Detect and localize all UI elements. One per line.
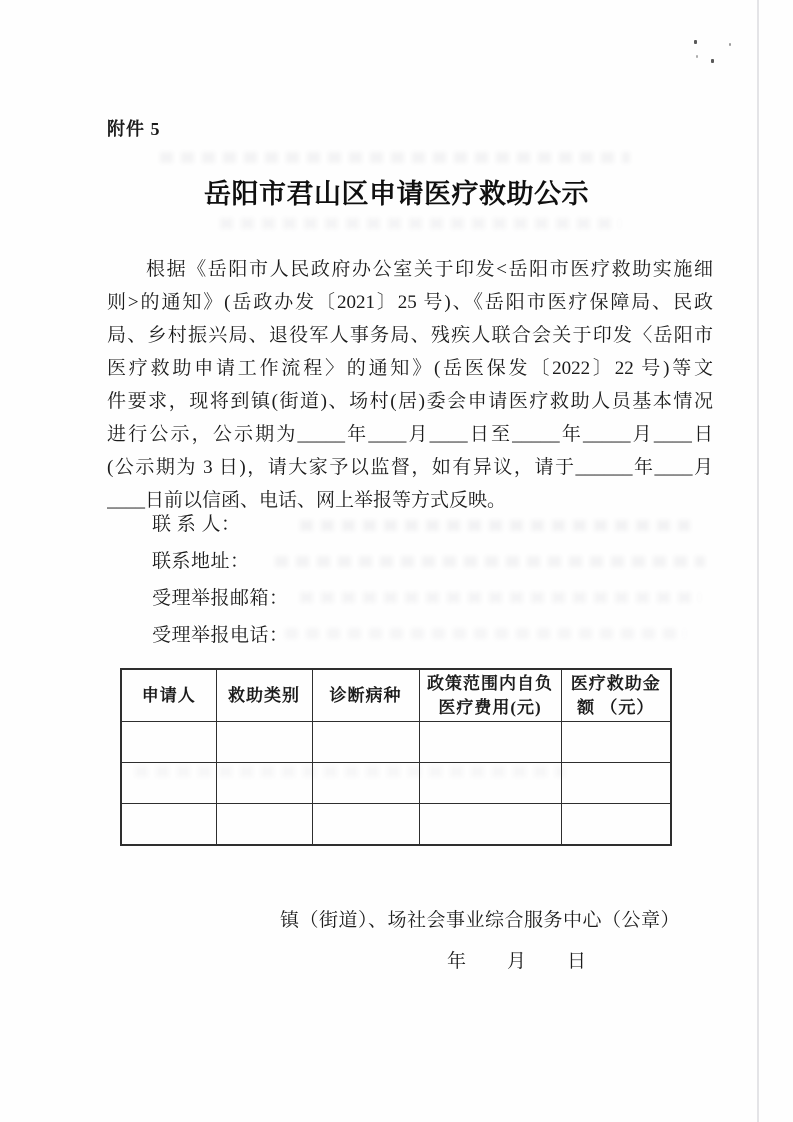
table-cell (419, 763, 561, 804)
contact-block (152, 506, 289, 654)
bleed-through-smudge (285, 628, 685, 639)
page-title: 岳阳市君山区申请医疗救助公示 (204, 179, 589, 209)
header-assistance-amount: 医疗救助金额 （元） (561, 669, 671, 722)
scan-speck (729, 43, 731, 46)
table-cell (216, 804, 312, 846)
report-phone-label: 受理举报电话： (152, 625, 289, 646)
scan-edge-line (757, 0, 759, 1122)
date-line (447, 946, 586, 973)
table-cell (561, 763, 671, 804)
table-cell (121, 804, 216, 846)
table-row (121, 804, 671, 846)
table-cell (312, 763, 419, 804)
bleed-through-smudge (275, 556, 705, 567)
month-label: 月 (507, 951, 527, 972)
bleed-through-smudge (300, 520, 690, 531)
paragraph-line-with-blanks: ____日前以信函、电话、网上举报等方式反映。 (107, 490, 507, 511)
day-label: 日 (567, 951, 587, 972)
table-cell (561, 722, 671, 763)
table-cell (419, 804, 561, 846)
attachment-label: 附件 5 (107, 119, 161, 139)
applicants-table (120, 668, 672, 846)
report-email-label: 受理举报邮箱： (152, 588, 289, 609)
paragraph-line: 根据《岳阳市人民政府办公室关于印发<岳阳市医疗救助实施细 (146, 259, 713, 280)
body-paragraph (107, 253, 713, 517)
table-cell (121, 722, 216, 763)
year-label: 年 (447, 951, 467, 972)
table-cell (312, 722, 419, 763)
scan-speck (694, 40, 697, 44)
signature-line: 镇（街道）、场社会事业综合服务中心（公章） (279, 910, 680, 931)
contact-address-label: 联系地址： (152, 551, 250, 572)
header-diagnosis: 诊断病种 (312, 669, 419, 722)
table-cell (216, 763, 312, 804)
paragraph-line-with-blanks: (公示期为 3 日)，请大家予以监督，如有异议，请于______年____月 (107, 457, 713, 478)
bleed-through-smudge (160, 152, 630, 163)
table-cell (216, 722, 312, 763)
paragraph-line: 局、乡村振兴局、退役军人事务局、残疾人联合会关于印发〈岳阳市 (107, 325, 713, 346)
table-cell (419, 722, 561, 763)
contact-person-label: 联 系 人： (152, 514, 241, 535)
table-row (121, 763, 671, 804)
paragraph-line: 件要求，现将到镇(街道)、场村(居)委会申请医疗救助人员基本情况 (107, 391, 713, 412)
bleed-through-smudge (220, 218, 620, 229)
table-cell (121, 763, 216, 804)
header-applicant: 申请人 (121, 669, 216, 722)
table-cell (312, 804, 419, 846)
scan-speck (711, 59, 714, 63)
table-row (121, 722, 671, 763)
header-assistance-type: 救助类别 (216, 669, 312, 722)
header-self-paid-expense: 政策范围内自负 医疗费用(元) (419, 669, 561, 722)
paragraph-line: 医疗救助申请工作流程〉的通知》(岳医保发〔2022〕22 号)等文 (107, 358, 713, 379)
paragraph-line-with-blanks: 进行公示，公示期为_____年____月____日至_____年_____月____日 (107, 424, 713, 445)
bleed-through-smudge (300, 592, 700, 603)
paragraph-line: 则>的通知》(岳政办发〔2021〕25 号)、《岳阳市医疗保障局、民政 (107, 292, 713, 313)
table-cell (561, 804, 671, 846)
table-header-row (121, 669, 671, 722)
scan-speck (696, 55, 698, 58)
